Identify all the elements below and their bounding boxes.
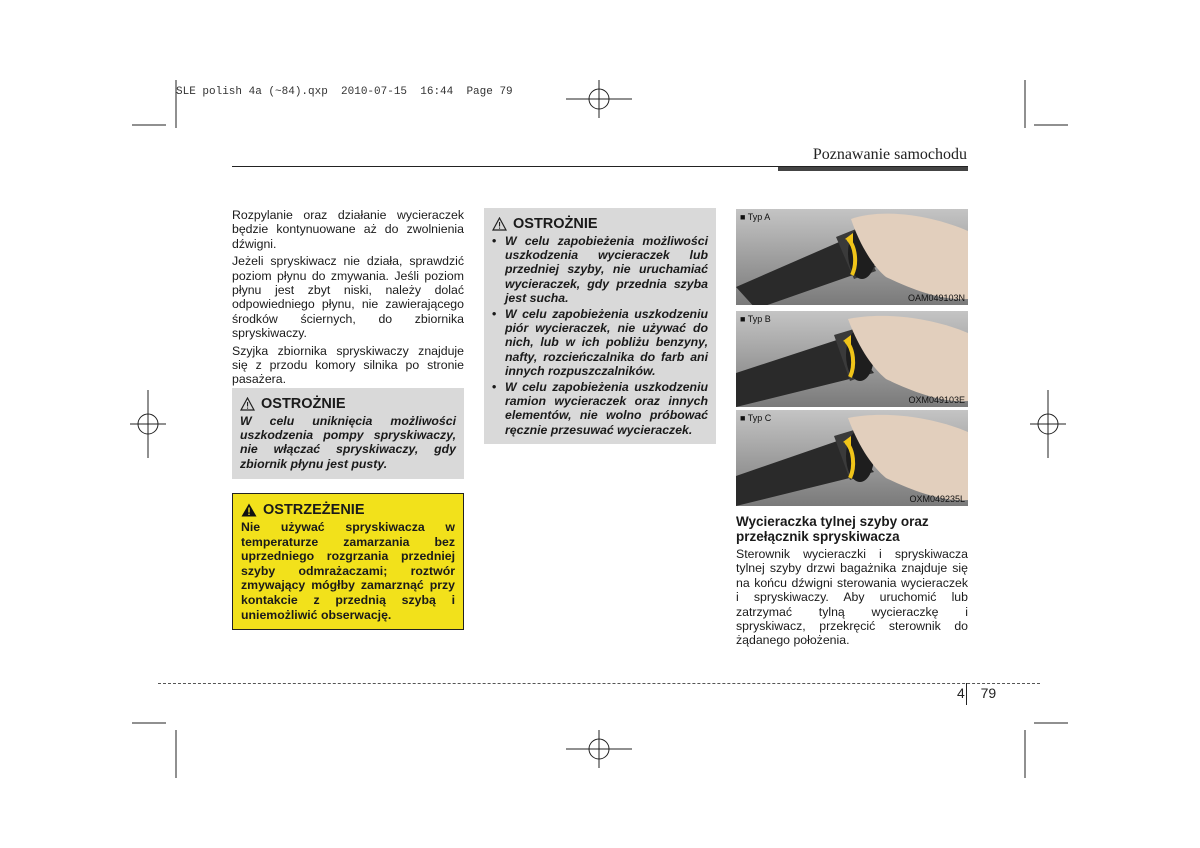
caution-list — [492, 234, 708, 437]
figure-typ-a — [736, 209, 968, 305]
registration-bottom — [566, 730, 632, 768]
chapter-number: 4 — [957, 685, 965, 701]
list-item: • W celu zapobieżenia uszkodzeniu ramion wycieraczek oraz innych elementów, nie wolno próbować ręcznie przesuwać wycieraczek. — [492, 380, 708, 437]
registration-right — [1030, 390, 1066, 458]
figure-code: OXM049235L — [909, 494, 965, 504]
paragraph: Jeżeli spryskiwacz nie działa, sprawdzić poziom płynu do zmywania. Jeśli poziom płynu jest zbyt niski, należy dolać odpowiedniego płynu, nie zawierającego środków ściernych, do zbiornika spryskiwaczy. — [232, 254, 464, 341]
caution-title: OSTROŻNIE — [513, 216, 598, 232]
caution-box-pump — [232, 388, 464, 479]
registration-left — [130, 390, 166, 458]
paragraph: Rozpylanie oraz działanie wycieraczek będzie kontynuowane aż do zwolnienia dźwigni. — [232, 208, 464, 251]
list-item: • W celu zapobieżenia uszkodzeniu piór wycieraczek, nie używać do nich, lub w ich pobliżu benzyny, nafty, rozcieńczalnika do farb ani innych rozpuszczalników. — [492, 307, 708, 378]
page-number-divider — [966, 683, 967, 705]
section-title: Poznawanie samochodu — [812, 146, 967, 163]
wiper-stalk-illustration — [736, 209, 968, 305]
page-number-value: 79 — [980, 685, 997, 701]
list-item: • W celu zapobieżenia możliwości uszkodzenia wycieraczek lub przedniej szyby, nie uruchamiać wycieraczek, gdy przednia szyba jest sucha. — [492, 234, 708, 305]
caution-box-wipers — [484, 208, 716, 444]
figure-label: ■ Typ B — [740, 314, 771, 324]
section-heading: Wycieraczka tylnej szyby oraz przełącznik spryskiwacza — [736, 514, 929, 544]
column-1 — [232, 208, 464, 390]
footer-rule — [158, 683, 1040, 684]
figure-typ-b — [736, 311, 968, 407]
section-body: Sterownik wycieraczki i spryskiwacza tylnej szyby drzwi bagażnika znajduje się na końcu dźwigni sterowania wycieraczek i spryskiwaczy. Aby uruchomić lub zatrzymać tylną wycieraczkę i spryskiwacz, przekręcić sterownik do żądanego położenia. — [736, 547, 968, 648]
header-bar — [778, 167, 968, 171]
warning-triangle-icon — [492, 217, 507, 231]
page-number — [957, 685, 996, 701]
warning-triangle-icon — [240, 397, 255, 411]
figure-code: OAM049103N — [907, 293, 965, 303]
caution-title: OSTROŻNIE — [261, 396, 346, 412]
figure-label: ■ Typ A — [740, 212, 771, 222]
figure-label: ■ Typ C — [740, 413, 772, 423]
warning-box-freezing — [232, 493, 464, 630]
warning-triangle-icon — [241, 503, 257, 517]
wiper-stalk-illustration — [736, 410, 968, 506]
paragraph: Szyjka zbiornika spryskiwaczy znajduje się z przodu komory silnika po stronie pasażera. — [232, 343, 464, 387]
wiper-stalk-illustration — [736, 311, 968, 407]
warning-text: Nie używać spryskiwacza w temperaturze zamarzania bez uprzedniego rozgrzania przedniej szyby odmrażaczami; roztwór zmywający mógłby zamarznąć przy kontakcie z przednią szybą i uniemożliwić obserwację. — [241, 520, 455, 622]
print-slug: SLE polish 4a (~84).qxp 2010-07-15 16:44 Page 79 — [176, 86, 513, 98]
registration-top — [566, 80, 632, 118]
figure-code: OXM049103E — [908, 395, 965, 405]
caution-text: W celu uniknięcia możliwości uszkodzenia pompy spryskiwaczy, nie włączać spryskiwaczy, gdy zbiornik płynu jest pusty. — [240, 414, 456, 471]
figure-typ-c — [736, 410, 968, 506]
warning-title: OSTRZEŻENIE — [263, 502, 365, 518]
